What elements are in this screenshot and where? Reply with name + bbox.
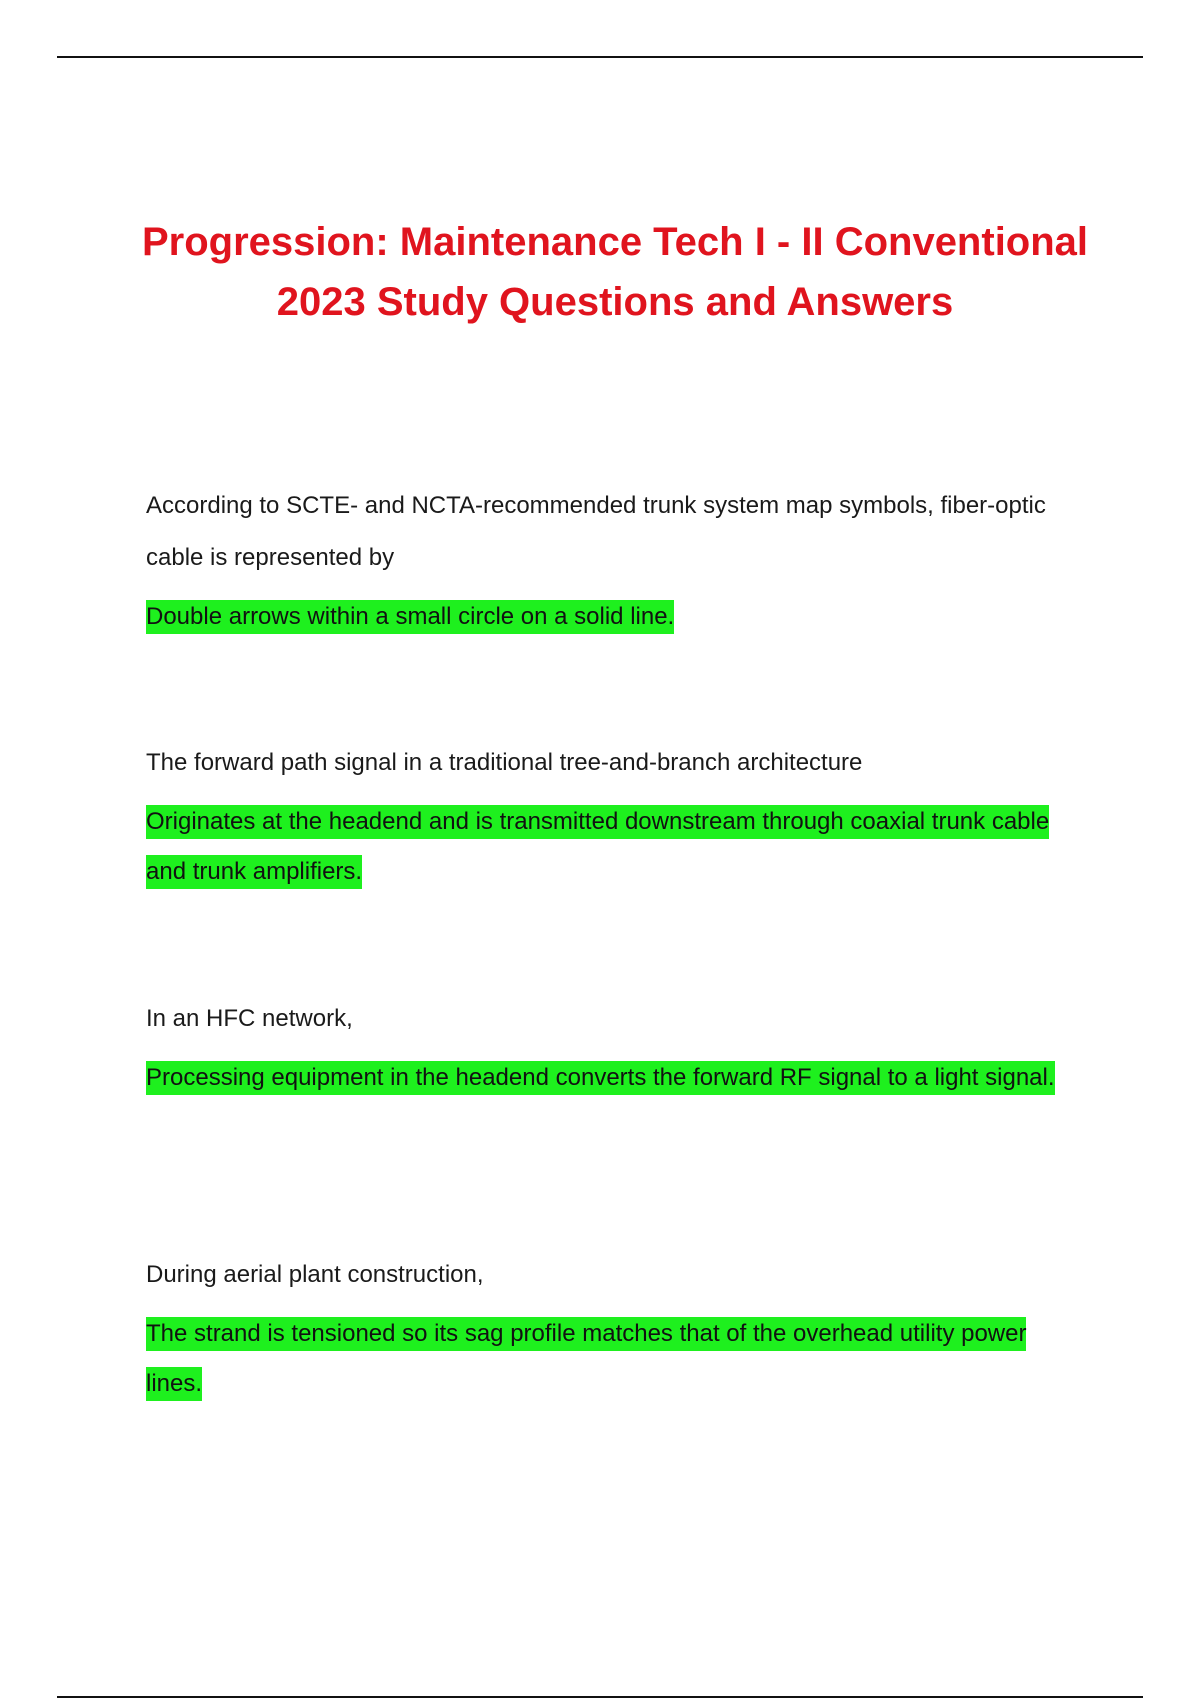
question-text: During aerial plant construction, bbox=[146, 1261, 484, 1288]
answer-highlight: The strand is tensioned so its sag profile matches that of the overhead utility power lines. bbox=[146, 1317, 1026, 1401]
top-rule bbox=[57, 56, 1143, 58]
answer-highlight: Double arrows within a small circle on a solid line. bbox=[146, 600, 674, 634]
answer-highlight: Originates at the headend and is transmitted downstream through coaxial trunk cable and trunk amplifiers. bbox=[146, 805, 1049, 889]
question-text: In an HFC network, bbox=[146, 1005, 353, 1032]
answer-text bbox=[146, 1309, 1076, 1409]
answer-text bbox=[146, 1053, 1076, 1103]
answer-text bbox=[146, 797, 1076, 897]
qa-item-4 bbox=[146, 1249, 1076, 1409]
answer-text bbox=[146, 592, 1076, 642]
question-text: According to SCTE- and NCTA-recommended trunk system map symbols, fiber-optic cable is represented by bbox=[146, 492, 1046, 571]
document-title: Progression: Maintenance Tech I - II Conventional 2023 Study Questions and Answers bbox=[141, 220, 1089, 324]
qa-item-1 bbox=[146, 480, 1076, 642]
answer-highlight: Processing equipment in the headend converts the forward RF signal to a light signal. bbox=[146, 1061, 1055, 1095]
qa-item-3 bbox=[146, 993, 1076, 1103]
bottom-rule bbox=[57, 1696, 1143, 1698]
qa-item-2 bbox=[146, 737, 1076, 897]
question-text: The forward path signal in a traditional tree-and-branch architecture bbox=[146, 749, 863, 776]
